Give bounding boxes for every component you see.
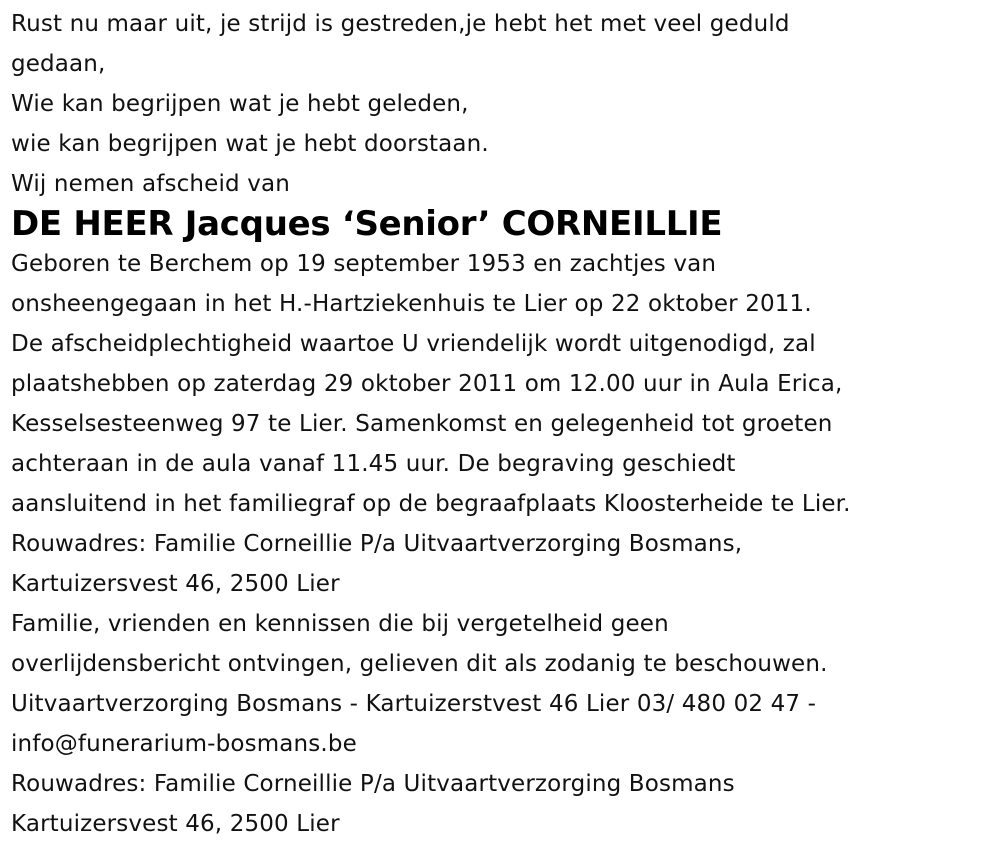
obituary-text — [11, 4, 991, 844]
funeral-home-email: info@funerarium-bosmans.be — [11, 731, 357, 757]
notice-line: Familie, vrienden en kennissen die bij vergetelheid geen — [11, 611, 669, 637]
birth-death-line: onsheengegaan in het H.-Hartziekenhuis te Lier op 22 oktober 2011. — [11, 291, 812, 317]
mourning-address-line: Rouwadres: Familie Corneillie P/a Uitvaartverzorging Bosmans — [11, 771, 735, 797]
funeral-home-line: Uitvaartverzorging Bosmans - Kartuizerstvest 46 Lier 03/ 480 02 47 - — [11, 691, 817, 717]
ceremony-line: De afscheidplechtigheid waartoe U vriendelijk wordt uitgenodigd, zal — [11, 331, 816, 357]
ceremony-line: aansluitend in het familiegraf op de begraafplaats Kloosterheide te Lier. — [11, 491, 851, 517]
ceremony-line: plaatshebben op zaterdag 29 oktober 2011 om 12.00 uur in Aula Erica, — [11, 371, 843, 397]
ceremony-line: achteraan in de aula vanaf 11.45 uur. De begraving geschiedt — [11, 451, 736, 477]
poem-line: Wij nemen afscheid van — [11, 171, 290, 197]
poem-line: gedaan, — [11, 51, 106, 77]
poem-line: wie kan begrijpen wat je hebt doorstaan. — [11, 131, 489, 157]
deceased-name: DE HEER Jacques ‘Senior’ CORNEILLIE — [11, 204, 723, 244]
ceremony-line: Kesselsesteenweg 97 te Lier. Samenkomst en gelegenheid tot groeten — [11, 411, 833, 437]
poem-line: Wie kan begrijpen wat je hebt geleden, — [11, 91, 469, 117]
birth-death-line: Geboren te Berchem op 19 september 1953 en zachtjes van — [11, 251, 717, 277]
notice-line: overlijdensbericht ontvingen, gelieven dit als zodanig te beschouwen. — [11, 651, 828, 677]
mourning-address-line: Rouwadres: Familie Corneillie P/a Uitvaartverzorging Bosmans, — [11, 531, 743, 557]
mourning-address-line: Kartuizersvest 46, 2500 Lier — [11, 811, 340, 837]
mourning-address-line: Kartuizersvest 46, 2500 Lier — [11, 571, 340, 597]
poem-line: Rust nu maar uit, je strijd is gestreden,je hebt het met veel geduld — [11, 11, 790, 37]
